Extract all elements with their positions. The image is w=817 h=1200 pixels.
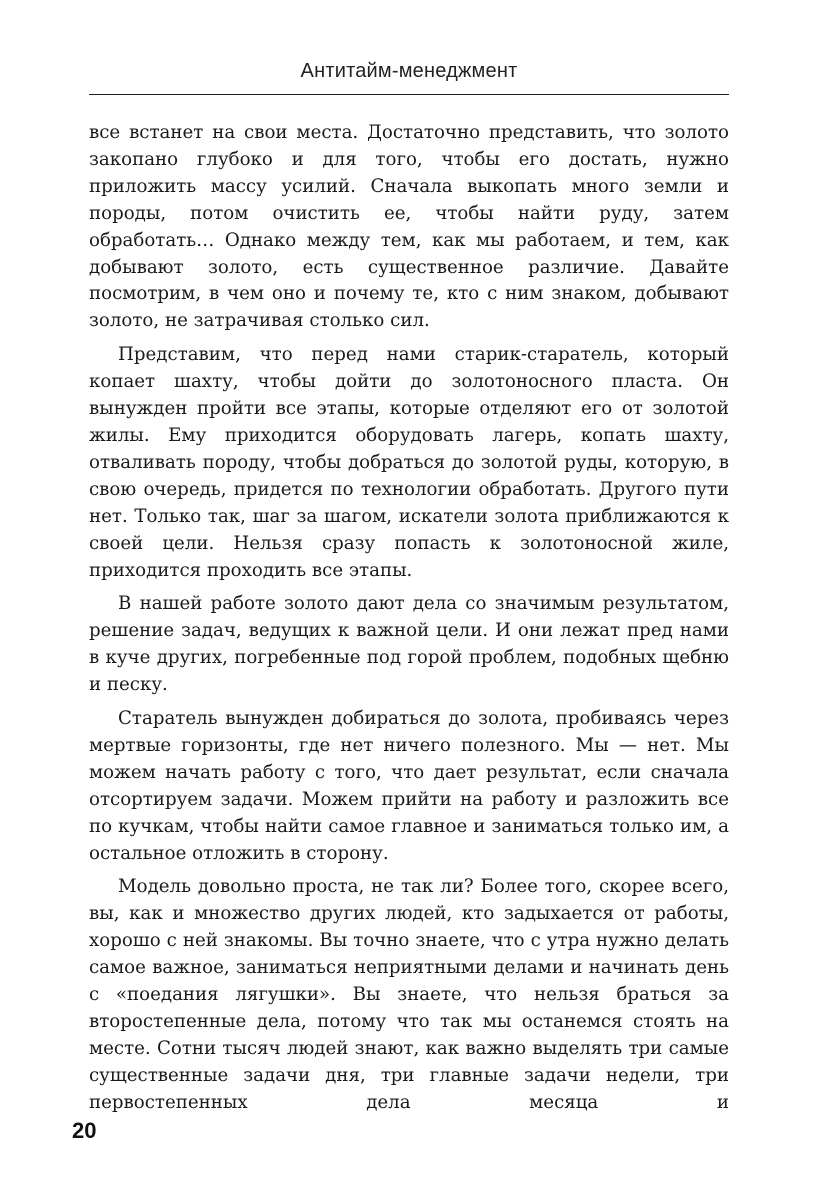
body-text: [89, 120, 729, 1117]
paragraph-3: В нашей работе золото дают дела со значимым результатом, решение задач, ведущих к важной цели. И они лежат пред нами в куче других, погребенные под горой проблем, подобных щебню и песку.: [89, 593, 729, 696]
paragraph-5: Модель довольно проста, не так ли? Более того, скорее всего, вы, как и множество других людей, кто задыхается от работы, хорошо с ней знакомы. Вы точно знаете, что с утра нужно делать самое важное, заниматься неприятными делами и начинать день с «поедания лягушки». Вы знаете, что нельзя браться за второстепенные дела, потому что так мы останемся стоять на месте. Сотни тысяч людей знают, как важно выделять три самые существенные задачи дня, три главные задачи недели, три первостепенных дела месяца и: [89, 876, 729, 1113]
paragraph-2: Представим, что перед нами старик-старатель, который копает шахту, чтобы дойти до золотоносного пласта. Он вынужден пройти все этапы, которые отделяют его от золотой жилы. Ему приходится оборудовать лагерь, копать шахту, отваливать породу, чтобы добраться до золотой руды, которую, в свою очередь, придется по технологии обработать. Другого пути нет. Только так, шаг за шагом, искатели золота приближаются к своей цели. Нельзя сразу попасть к золотоносной жиле, приходится проходить все этапы.: [89, 344, 729, 581]
paragraph-1: все встанет на свои места. Достаточно представить, что золото закопано глубоко и для того, чтобы его достать, нужно приложить массу усилий. Сначала выкопать много земли и породы, потом очистить ее, чтобы найти руду, затем обработать… Однако между тем, как мы работаем, и тем, как добывают золото, есть существенное различие. Давайте посмотрим, в чем оно и почему те, кто с ним знаком, добывают золото, не затрачивая столько сил.: [89, 122, 729, 332]
header-rule: [89, 94, 729, 95]
page-number: 20: [72, 1118, 97, 1143]
running-head-title: Антитайм-менеджмент: [300, 60, 518, 82]
paragraph-4: Старатель вынужден добираться до золота, пробиваясь через мертвые горизонты, где нет ничего полезного. Мы — нет. Мы можем начать работу с того, что дает результат, если сначала отсортируем задачи. Можем прийти на работу и разложить все по кучкам, чтобы найти самое главное и заниматься только им, а остальное отложить в сторону.: [89, 708, 729, 864]
